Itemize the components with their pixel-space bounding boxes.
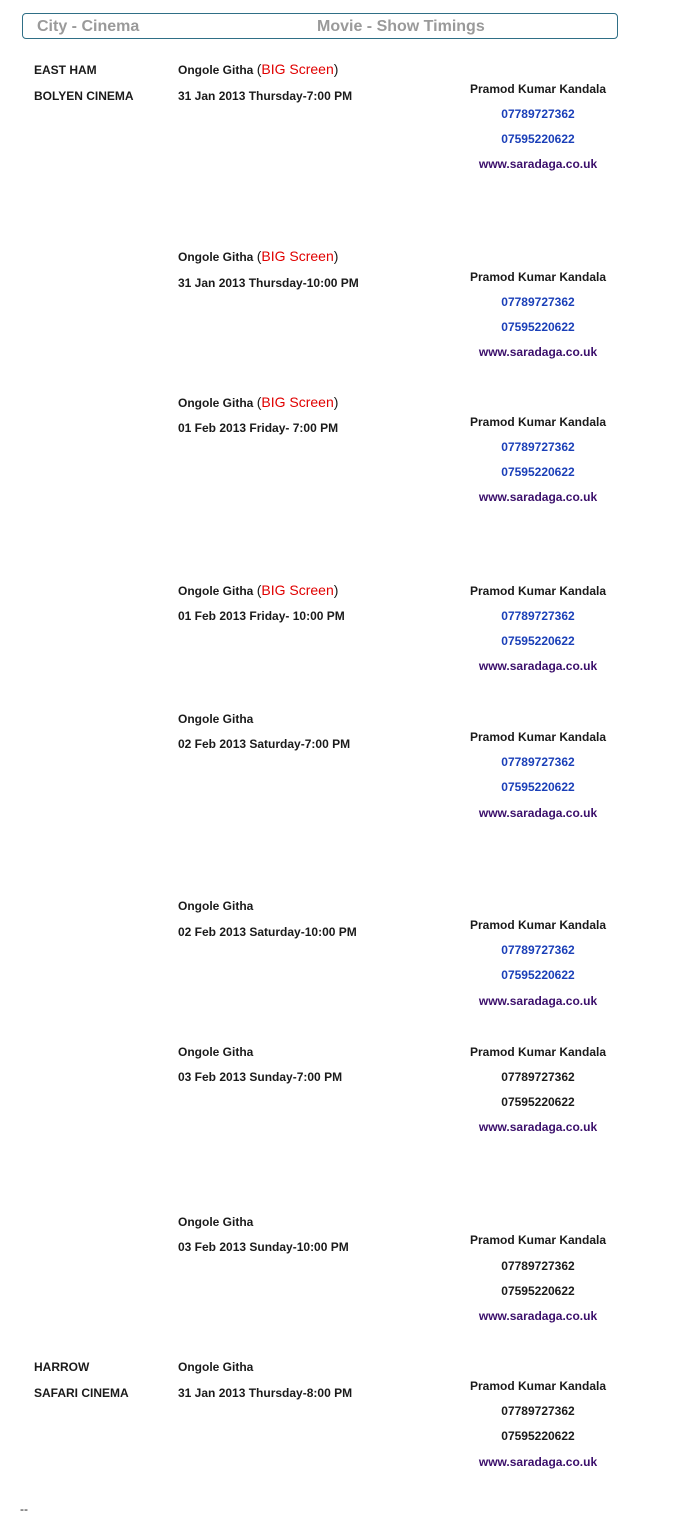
movie-title: Ongole Githa (178, 1045, 254, 1059)
contact-phone: 07789727362 (501, 1070, 575, 1084)
page-header (22, 13, 618, 39)
movie-name: Ongole Githa (178, 63, 254, 77)
movie-title: Ongole Githa (BIG Screen) (178, 248, 339, 264)
contact-website[interactable]: www.saradaga.co.uk (478, 1309, 598, 1323)
movie-title: Ongole Githa (178, 899, 254, 913)
contact-website[interactable]: www.saradaga.co.uk (478, 490, 598, 504)
venue-line1: HARROW (34, 1360, 90, 1374)
contact-name: Pramod Kumar Kandala (469, 1379, 607, 1393)
contact-website[interactable]: www.saradaga.co.uk (478, 157, 598, 171)
show-datetime: 01 Feb 2013 Friday- 7:00 PM (178, 421, 339, 435)
header-city-cinema: City - Cinema (37, 18, 140, 35)
contact-phone: 07789727362 (501, 1404, 575, 1418)
contact-name: Pramod Kumar Kandala (469, 82, 607, 96)
show-datetime: 03 Feb 2013 Sunday-10:00 PM (178, 1240, 349, 1254)
contact-phone: 07789727362 (501, 107, 575, 121)
big-screen-label: BIG Screen (261, 61, 334, 77)
contact-phone: 07789727362 (501, 295, 575, 309)
contact-website[interactable]: www.saradaga.co.uk (478, 806, 598, 820)
show-datetime: 31 Jan 2013 Thursday-8:00 PM (178, 1386, 353, 1400)
contact-phone: 07789727362 (501, 1259, 575, 1273)
movie-title: Ongole Githa (178, 712, 254, 726)
show-datetime: 31 Jan 2013 Thursday-10:00 PM (178, 276, 359, 290)
show-datetime: 31 Jan 2013 Thursday-7:00 PM (178, 89, 353, 103)
contact-phone: 07595220622 (501, 1429, 575, 1443)
contact-phone: 07789727362 (501, 755, 575, 769)
contact-website[interactable]: www.saradaga.co.uk (478, 345, 598, 359)
contact-name: Pramod Kumar Kandala (469, 415, 607, 429)
big-screen-label: BIG Screen (261, 394, 334, 410)
contact-phone: 07789727362 (501, 440, 575, 454)
big-screen-label: BIG Screen (261, 582, 334, 598)
contact-name: Pramod Kumar Kandala (469, 584, 607, 598)
contact-phone: 07595220622 (501, 780, 575, 794)
footer-dash: -- (20, 1502, 28, 1516)
contact-phone: 07789727362 (501, 943, 575, 957)
venue-line2: BOLYEN CINEMA (34, 89, 134, 103)
contact-name: Pramod Kumar Kandala (469, 1045, 607, 1059)
contact-name: Pramod Kumar Kandala (469, 270, 607, 284)
movie-name: Ongole Githa (178, 250, 254, 264)
movie-title: Ongole Githa (178, 1360, 254, 1374)
contact-phone: 07595220622 (501, 132, 575, 146)
contact-name: Pramod Kumar Kandala (469, 730, 607, 744)
big-screen-label: BIG Screen (261, 248, 334, 264)
movie-title: Ongole Githa (BIG Screen) (178, 61, 339, 77)
contact-website[interactable]: www.saradaga.co.uk (478, 994, 598, 1008)
header-movie-show-timings: Movie - Show Timings (317, 18, 485, 35)
movie-name: Ongole Githa (178, 396, 254, 410)
contact-phone: 07595220622 (501, 1095, 575, 1109)
contact-name: Pramod Kumar Kandala (469, 1233, 607, 1247)
venue-line1: EAST HAM (34, 63, 97, 77)
contact-name: Pramod Kumar Kandala (469, 918, 607, 932)
contact-website[interactable]: www.saradaga.co.uk (478, 1455, 598, 1469)
show-datetime: 01 Feb 2013 Friday- 10:00 PM (178, 609, 345, 623)
venue-line2: SAFARI CINEMA (34, 1386, 129, 1400)
show-datetime: 02 Feb 2013 Saturday-7:00 PM (178, 737, 351, 751)
contact-phone: 07595220622 (501, 1284, 575, 1298)
contact-website[interactable]: www.saradaga.co.uk (478, 1120, 598, 1134)
movie-title: Ongole Githa (BIG Screen) (178, 582, 339, 598)
contact-phone: 07595220622 (501, 465, 575, 479)
show-datetime: 03 Feb 2013 Sunday-7:00 PM (178, 1070, 343, 1084)
show-datetime: 02 Feb 2013 Saturday-10:00 PM (178, 925, 357, 939)
movie-name: Ongole Githa (178, 584, 254, 598)
contact-phone: 07789727362 (501, 609, 575, 623)
contact-website[interactable]: www.saradaga.co.uk (478, 659, 598, 673)
contact-phone: 07595220622 (501, 634, 575, 648)
movie-title: Ongole Githa (BIG Screen) (178, 394, 339, 410)
movie-title: Ongole Githa (178, 1215, 254, 1229)
contact-phone: 07595220622 (501, 320, 575, 334)
contact-phone: 07595220622 (501, 968, 575, 982)
